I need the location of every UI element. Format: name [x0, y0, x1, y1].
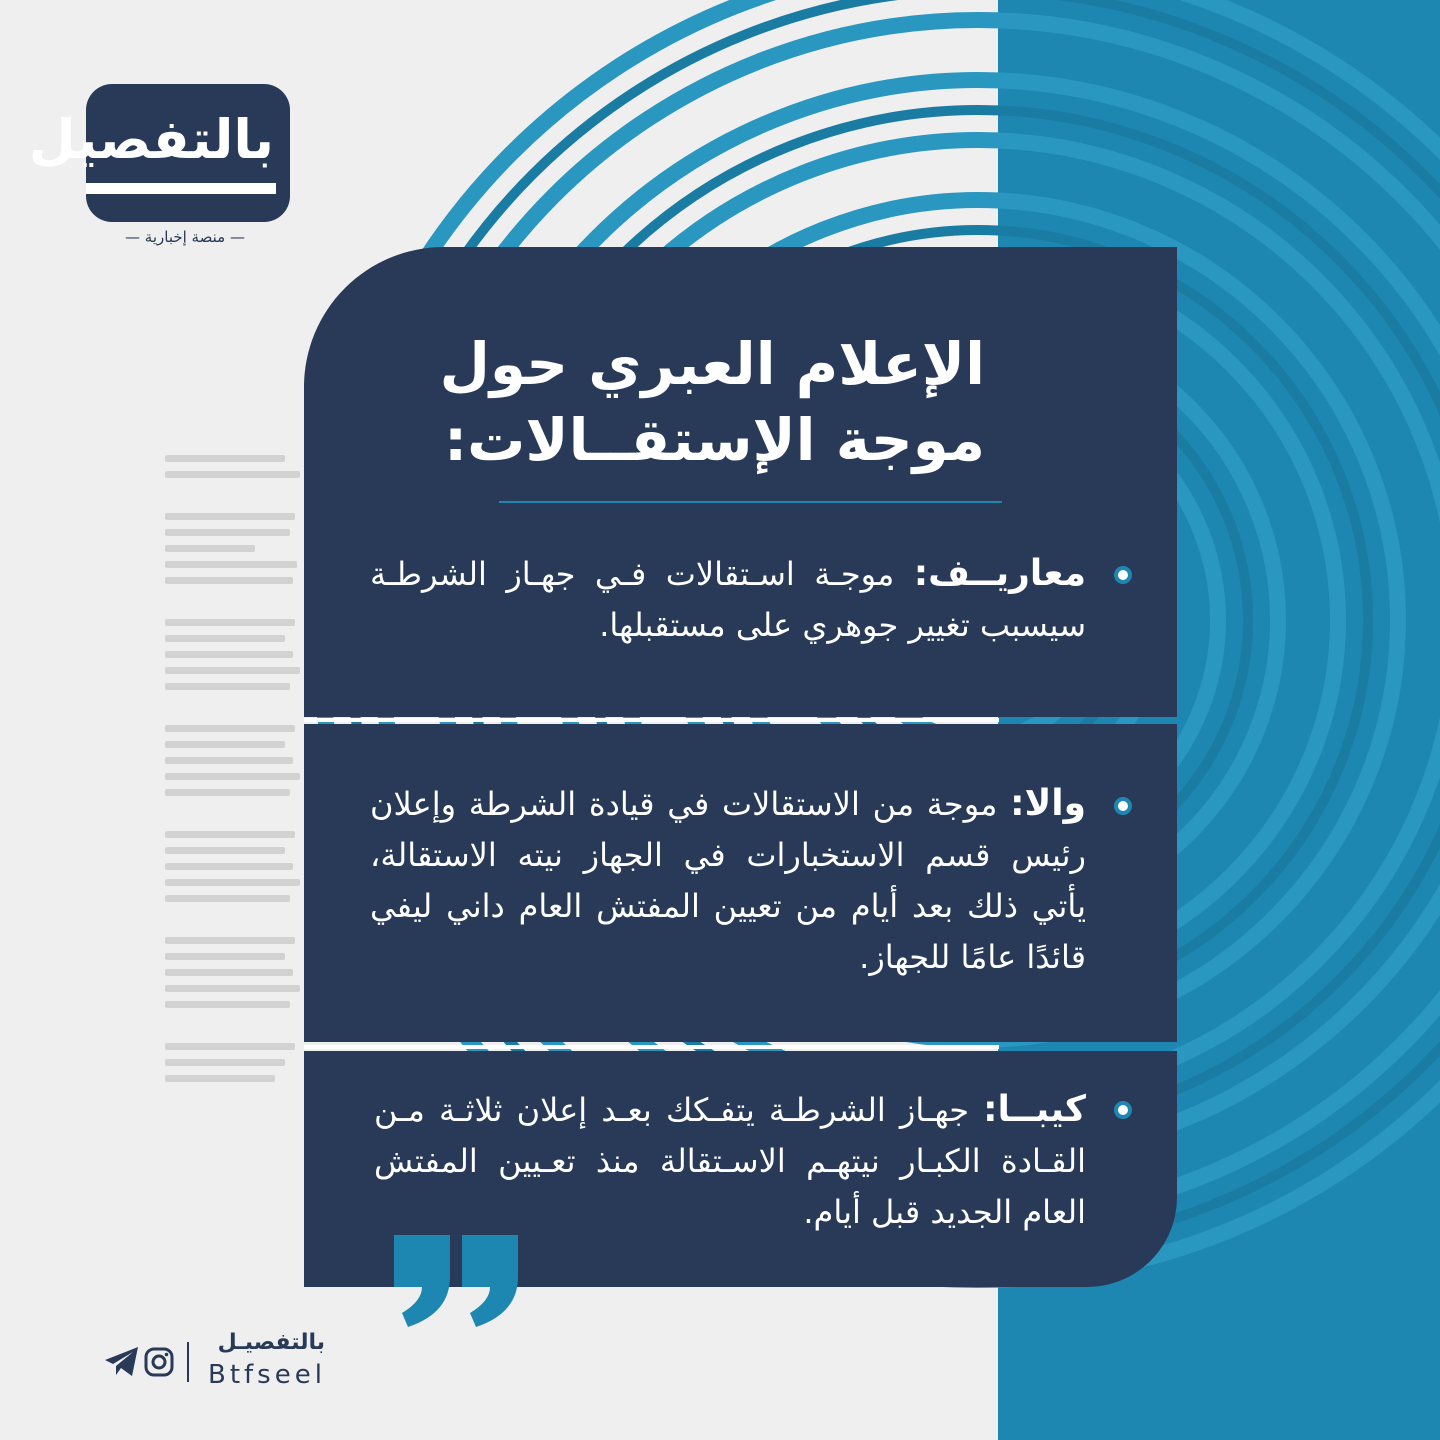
bullet-icon	[1114, 1101, 1132, 1119]
news-source: كيبــا:	[983, 1089, 1086, 1130]
title-line-2: موجة الإستقــالات:	[443, 406, 985, 474]
instagram-icon[interactable]	[144, 1347, 174, 1377]
news-item-maariv	[370, 548, 1086, 651]
bullet-icon	[1114, 566, 1132, 584]
news-text: جهـاز الشرطـة يتفـكك بعـد إعلان ثلاثـة مـن القـادة الكبـار نيتهـم الاسـتقالة منذ تعـيين المفتش العام الجديد قبل أيام.	[374, 1091, 1086, 1231]
news-item-walla	[370, 778, 1086, 983]
footer-brand-arabic: بالتفصيـل	[217, 1330, 325, 1355]
footer-brand-latin: Btfseel	[208, 1360, 326, 1390]
news-item-kipa	[374, 1084, 1086, 1238]
page-title	[385, 326, 985, 478]
footer-brand	[205, 1330, 325, 1355]
bullet-icon	[1114, 797, 1132, 815]
logo	[28, 84, 290, 222]
section-separator	[304, 718, 999, 722]
quote-mark-icon	[392, 1235, 518, 1327]
logo-tagline: — منصة إخبارية —	[125, 228, 245, 246]
news-source: معاريــف:	[913, 553, 1086, 594]
footer-divider	[187, 1342, 189, 1382]
telegram-icon[interactable]	[104, 1346, 140, 1378]
logo-underline-bar	[86, 183, 276, 194]
news-source: والا:	[1010, 783, 1086, 824]
section-separator	[304, 1045, 999, 1049]
title-line-1: الإعلام العبري حول	[439, 330, 985, 398]
logo-wordmark: بالتفصيل	[28, 108, 274, 171]
background-document-texture	[165, 455, 310, 1065]
news-text: موجـة اسـتقالات فـي جهـاز الشرطـة سيسبب تغيير جوهري على مستقبلها.	[370, 555, 1086, 644]
title-divider	[499, 501, 1002, 503]
news-text: موجة من الاستقالات في قيادة الشرطة وإعلان رئيس قسم الاستخبارات في الجهاز نيته الاستقالة، يأتي ذلك بعد أيام من تعيين المفتش العام داني ليفي قائدًا عامًا للجهاز.	[370, 785, 1086, 976]
